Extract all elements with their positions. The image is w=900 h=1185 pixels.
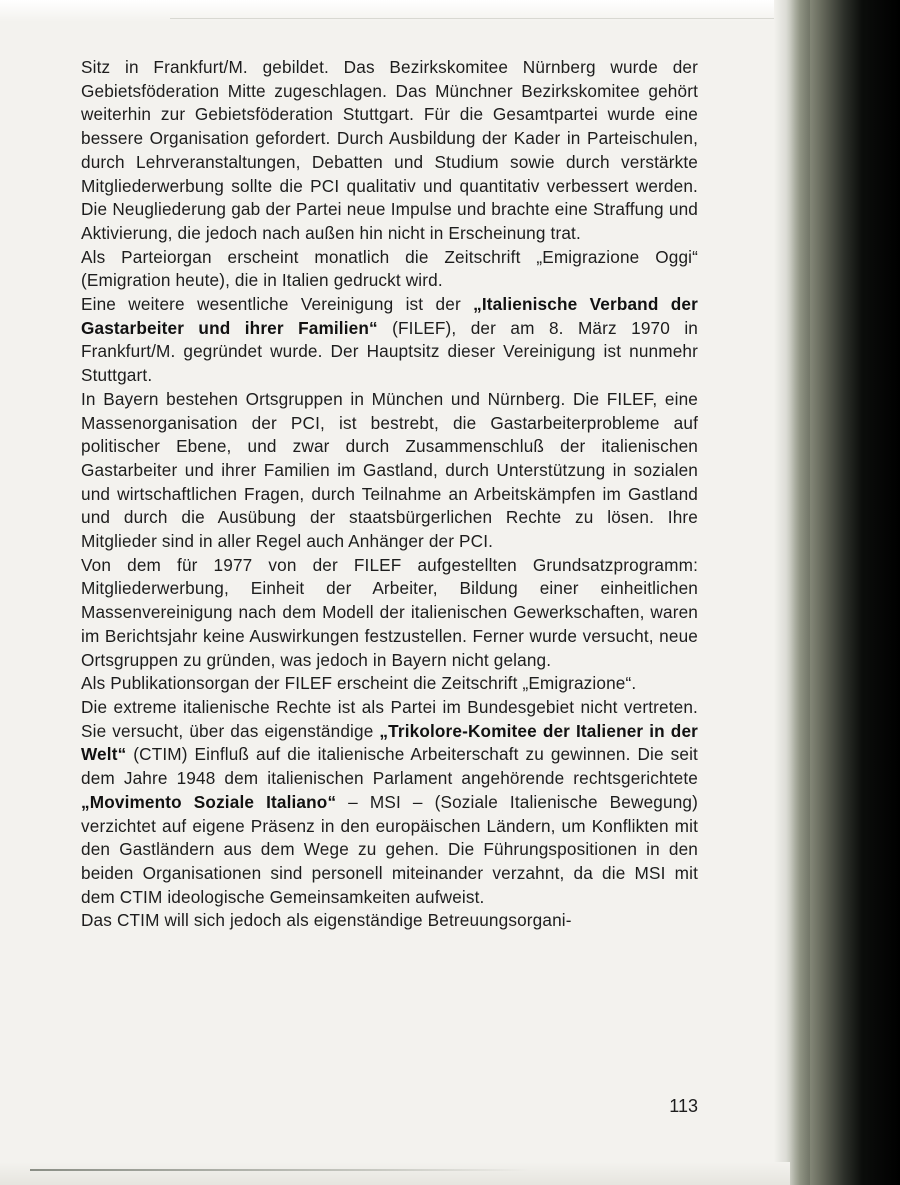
text-run: Die extreme italienische Rechte ist als Partei im Bundesgebiet nicht vertreten. Sie versucht, über das eigenständige — [81, 696, 698, 741]
body-text — [81, 56, 698, 933]
text-run: – MSI – (Soziale Italienische Bewegung) verzichtet auf eigene Präsenz in den europäischen Ländern, um Konflikten mit den Gastländern aus dem Wege zu gehen. Die Führungspositionen in den beiden Organisationen sind personell miteinander verzahnt, da die MSI mit dem CTIM ideologische Gemeinsamkeiten aufweist. — [81, 791, 698, 907]
text-run: Als Publikationsorgan der FILEF erscheint die Zeitschrift „Emigrazione“. — [81, 673, 637, 694]
text-run: (FILEF), der am 8. März 1970 in Frankfurt/M. gegründet wurde. Der Hauptsitz dieser Vereinigung ist nunmehr Stuttgart. — [81, 317, 698, 386]
paragraph — [81, 246, 698, 293]
paragraph — [81, 388, 698, 554]
text-run: (CTIM) Einfluß auf die italienische Arbeiterschaft zu gewinnen. Die seit dem Jahre 1948 dem italienischen Parlament angehörende rechtsgerichtete — [81, 744, 698, 789]
text-run: Von dem für 1977 von der FILEF aufgestellten Grundsatzprogramm: Mitgliederwerbung, Einheit der Arbeiter, Bildung einer einheitlichen Massenvereinigung nach dem Modell der italienischen Gewerkschaften, waren im Berichtsjahr keine Auswirkungen festzustellen. Ferner wurde versucht, neue Ortsgruppen zu gründen, was jedoch in Bayern nicht gelang. — [81, 554, 698, 670]
bold-term-ctim: „Trikolore-Komitee der Italiener in der Welt“ — [81, 720, 698, 765]
bold-term-filef: „Italienische Verband der Gastarbeiter und ihrer Familien“ — [81, 294, 698, 338]
paragraph — [81, 554, 698, 673]
page-number: 113 — [669, 1096, 698, 1116]
paragraph — [81, 672, 698, 696]
text-run: Eine weitere wesentliche Vereinigung ist der — [81, 294, 474, 315]
text-run: Sitz in Frankfurt/M. gebildet. Das Bezirkskomitee Nürnberg wurde der Gebietsföderation Mitte zugeschlagen. Das Münchner Bezirkskomitee gehört weiterhin zur Gebietsföderation Stuttgart. Für die Gesamtpartei wurde eine bessere Organisation gefordert. Durch Ausbildung der Kader in Parteischulen, durch Lehrveranstaltungen, Debatten und Studium sowie durch verstärkte Mitgliederwerbung sollte die PCI qualitativ und quantitativ verbessert werden. Die Neugliederung gab der Partei neue Impulse und brachte eine Straffung und Aktivierung, die jedoch nach außen hin nicht in Erscheinung trat. — [81, 57, 698, 243]
text-run: Als Parteiorgan erscheint monatlich die Zeitschrift „Emigrazione Oggi“ (Emigration heute), die in Italien gedruckt wird. — [81, 246, 698, 291]
paragraph — [81, 56, 698, 246]
paragraph — [81, 293, 698, 388]
text-run: In Bayern bestehen Ortsgruppen in München und Nürnberg. Die FILEF, eine Massenorganisation der PCI, ist bestrebt, die Gastarbeiterprobleme auf politischer Ebene, und zwar durch Zusammenschluß der italienischen Gastarbeiter und ihrer Familien im Gastland, durch Unterstützung in sozialen und wirtschaftlichen Fragen, durch Teilnahme an Arbeitskämpfen im Gastland und durch die Ausübung der staatsbürgerlichen Rechte zu lösen. Ihre Mitglieder sind in aller Regel auch Anhänger der PCI. — [81, 388, 698, 552]
text-run: Das CTIM will sich jedoch als eigenständige Betreuungsorgani- — [81, 910, 572, 931]
bottom-rule — [30, 1169, 530, 1171]
bold-term-msi: „Movimento Soziale Italiano“ — [81, 791, 337, 812]
paragraph — [81, 909, 698, 933]
top-rule — [170, 18, 780, 19]
spine-shadow — [790, 0, 810, 1185]
paragraph — [81, 696, 698, 909]
page-bottom-edge — [0, 1162, 790, 1185]
